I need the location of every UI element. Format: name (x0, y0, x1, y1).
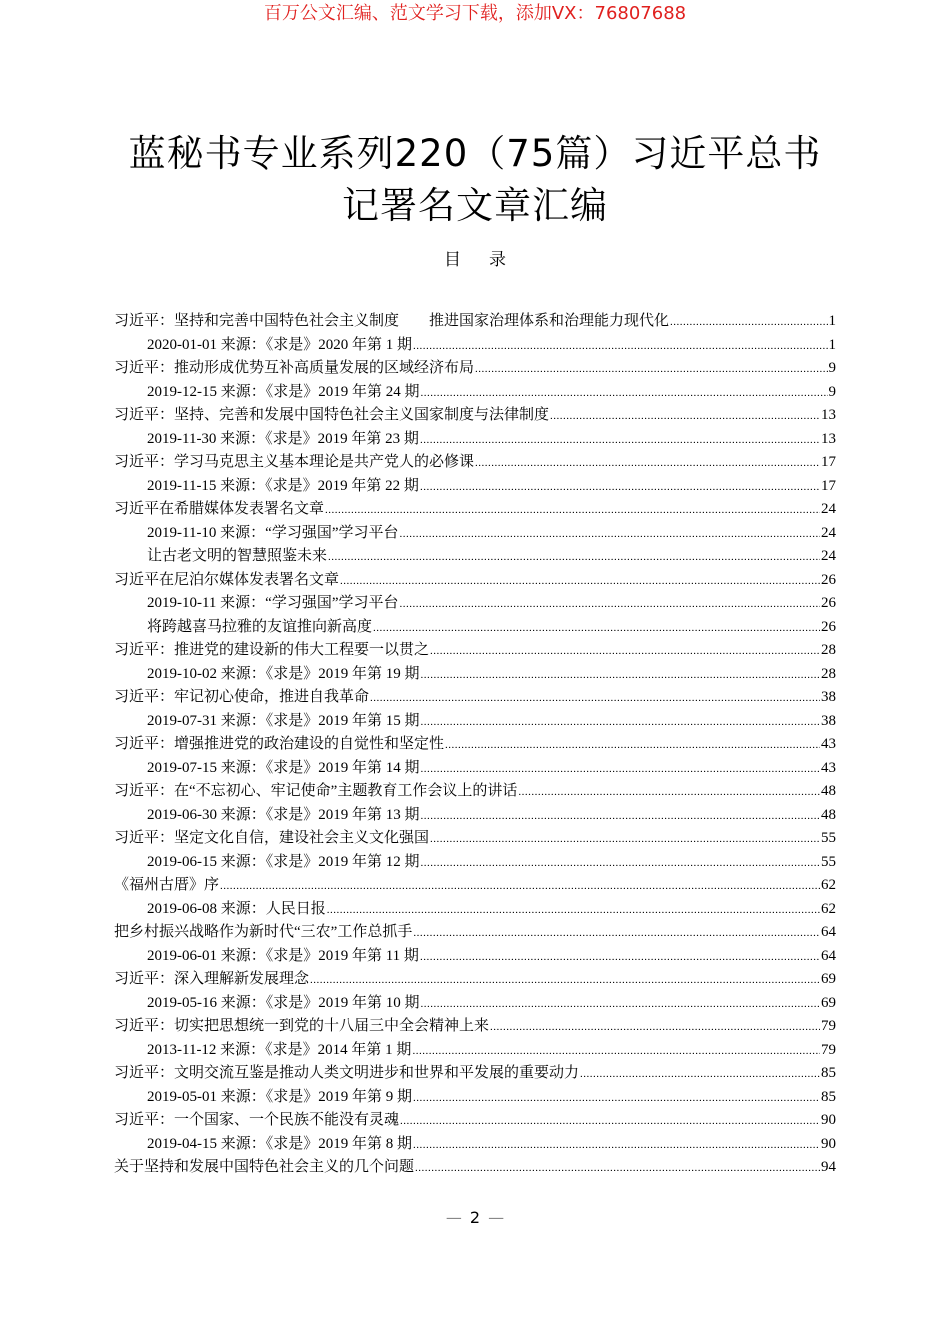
toc-entry-title: 让古老文明的智慧照鉴未来 (147, 548, 328, 564)
toc-entry-page: 13 (821, 430, 836, 447)
toc-entry-title: 2019-06-01 来源：《求是》2019 年第 11 期 (147, 947, 419, 964)
dot-leader (475, 451, 820, 476)
dot-leader (373, 616, 820, 641)
dot-leader (310, 968, 820, 993)
dot-leader (420, 428, 820, 453)
toc-entry-page: 90 (821, 1112, 836, 1128)
dot-leader (413, 921, 820, 946)
dot-leader (490, 1015, 820, 1040)
toc-entry[interactable] (114, 498, 836, 522)
toc-entry[interactable] (114, 1109, 836, 1133)
toc-entry-title: 习近平：增强推进党的政治建设的自觉性和坚定性 (114, 736, 445, 752)
toc-entry-title: 2019-05-16 来源：《求是》2019 年第 10 期 (147, 994, 420, 1011)
dot-leader (340, 569, 820, 594)
toc-entry-page: 17 (821, 454, 836, 470)
toc-entry[interactable] (114, 616, 836, 640)
toc-entry[interactable] (114, 710, 836, 734)
toc-entry-title: 2019-06-08 来源：人民日报 (147, 900, 326, 917)
toc-entry[interactable] (114, 404, 836, 428)
toc-entry-title: 习近平：在“不忘初心、牢记使命”主题教育工作会议上的讲话 (114, 783, 518, 799)
toc-entry[interactable] (114, 827, 836, 851)
toc-entry-title: 将跨越喜马拉雅的友谊推向新高度 (147, 618, 373, 635)
toc-entry-title: 习近平：一个国家、一个民族不能没有灵魂 (114, 1112, 400, 1128)
dot-leader (420, 945, 820, 970)
dot-leader (327, 898, 820, 923)
dot-leader (445, 733, 820, 758)
toc-entry-title: 习近平：推动形成优势互补高质量发展的区域经济布局 (114, 360, 475, 376)
toc-entry-page: 26 (821, 618, 836, 635)
document-title (0, 128, 950, 232)
dot-leader (670, 310, 827, 335)
dash-right: — (488, 1208, 505, 1227)
toc-entry-title: 2019-06-15 来源：《求是》2019 年第 12 期 (147, 853, 420, 870)
toc-entry-page: 9 (828, 383, 836, 400)
toc-entry-title: 2019-10-02 来源：《求是》2019 年第 19 期 (147, 665, 420, 682)
dot-leader (415, 1156, 820, 1181)
toc-entry[interactable] (114, 851, 836, 875)
toc-entry[interactable] (114, 780, 836, 804)
dot-leader (421, 710, 821, 735)
toc-heading: 目录 (444, 250, 534, 270)
toc-entry[interactable] (114, 334, 836, 358)
toc-entry[interactable] (114, 428, 836, 452)
dot-leader (550, 404, 820, 429)
toc-entry-page: 1 (828, 313, 836, 329)
toc-entry-page: 85 (821, 1065, 836, 1081)
toc-entry-title: 2019-12-15 来源：《求是》2019 年第 24 期 (147, 383, 420, 400)
dash-left: — (445, 1208, 462, 1227)
dot-leader (400, 522, 820, 547)
toc-entry-title: 习近平：坚定文化自信，建设社会主义文化强国 (114, 830, 430, 846)
toc-entry-title: 2019-11-30 来源：《求是》2019 年第 23 期 (147, 430, 419, 447)
toc-entry-page: 24 (821, 501, 836, 517)
dot-leader (430, 827, 820, 852)
dot-leader (412, 1039, 820, 1064)
page-number: 2 (469, 1208, 481, 1227)
dot-leader (220, 874, 820, 899)
toc-entry-title: 2019-06-30 来源：《求是》2019 年第 13 期 (147, 806, 420, 823)
toc-entry[interactable] (114, 804, 836, 828)
toc-entry-title: 关于坚持和发展中国特色社会主义的几个问题 (114, 1159, 415, 1175)
toc-entry[interactable] (114, 992, 836, 1016)
toc-entry-page: 9 (828, 360, 836, 376)
toc-entry-title: 习近平在尼泊尔媒体发表署名文章 (114, 571, 340, 588)
toc-entry-page: 38 (821, 689, 836, 705)
toc-entry-title: 习近平：文明交流互鉴是推动人类文明进步和世界和平发展的重要动力 (114, 1065, 580, 1081)
toc-entry[interactable] (114, 1133, 836, 1157)
toc-entry[interactable] (114, 1086, 836, 1110)
toc-entry-title: 习近平：深入理解新发展理念 (114, 971, 310, 987)
toc-entry-page: 55 (821, 853, 836, 870)
toc-entry-title: 2019-07-15 来源：《求是》2019 年第 14 期 (147, 759, 420, 776)
dot-leader (400, 1109, 820, 1134)
toc-entry-page: 79 (821, 1018, 836, 1034)
toc-entry-page: 79 (821, 1041, 836, 1058)
toc-entry-title: 2020-01-01 来源：《求是》2020 年第 1 期 (147, 336, 412, 353)
toc-entry[interactable] (114, 381, 836, 405)
dot-leader (370, 686, 820, 711)
toc-entry[interactable] (114, 663, 836, 687)
toc-entry[interactable] (114, 1015, 836, 1039)
toc-entry-page: 26 (821, 571, 836, 588)
toc-entry-title: 2019-10-11 来源：“学习强国”学习平台 (147, 595, 399, 611)
toc-entry[interactable] (114, 569, 836, 593)
toc-entry-page: 1 (828, 336, 836, 353)
promo-banner: 百万公文汇编、范文学习下载，添加VX：76807688 (263, 3, 687, 24)
dot-leader (413, 334, 828, 359)
toc-entry-title: 习近平：坚持、完善和发展中国特色社会主义国家制度与法律制度 (114, 407, 550, 423)
toc-entry[interactable] (114, 451, 836, 475)
toc-entry-page: 43 (821, 759, 836, 776)
dot-leader (421, 804, 821, 829)
dot-leader (518, 780, 820, 805)
toc-entry[interactable] (114, 1062, 836, 1086)
toc-entry[interactable] (114, 874, 836, 898)
toc-entry-page: 24 (821, 548, 836, 564)
dot-leader (420, 475, 820, 500)
toc-entry-title: 2013-11-12 来源：《求是》2014 年第 1 期 (147, 1041, 412, 1058)
toc-entry-page: 28 (821, 642, 836, 658)
toc-entry[interactable] (114, 686, 836, 710)
toc-entry-page: 28 (821, 665, 836, 682)
toc-entry-page: 64 (821, 947, 836, 964)
toc-entry-title: 习近平：坚持和完善中国特色社会主义制度 推进国家治理体系和治理能力现代化 (114, 313, 670, 329)
toc-entry-title: 习近平：牢记初心使命，推进自我革命 (114, 689, 370, 705)
toc-entry[interactable] (114, 592, 836, 616)
toc-entry-page: 64 (821, 924, 836, 940)
toc-entry-page: 13 (821, 407, 836, 423)
title-line-1: 蓝秘书专业系列220（75篇）习近平总书 (128, 132, 822, 175)
dot-leader (421, 663, 821, 688)
title-line-2: 记署名文章汇编 (342, 184, 608, 227)
toc-entry-page: 43 (821, 736, 836, 752)
dot-leader (413, 1086, 820, 1111)
dot-leader (400, 592, 820, 617)
dot-leader (421, 757, 821, 782)
toc-entry-title: 习近平：学习马克思主义基本理论是共产党人的必修课 (114, 454, 475, 470)
toc-entry-title: 把乡村振兴战略作为新时代“三农”工作总抓手 (114, 924, 413, 940)
toc-entry[interactable] (114, 475, 836, 499)
toc-entry-title: 2019-11-10 来源：“学习强国”学习平台 (147, 524, 399, 541)
toc-entry[interactable] (114, 1039, 836, 1063)
dot-leader (580, 1062, 820, 1087)
dot-leader (475, 357, 827, 382)
toc-entry-title: 《福州古厝》序 (114, 877, 220, 893)
toc-entry[interactable] (114, 357, 836, 381)
table-of-contents (114, 310, 836, 1180)
toc-entry-page: 85 (821, 1088, 836, 1105)
dot-leader (413, 1133, 820, 1158)
dot-leader (421, 381, 828, 406)
toc-entry-title: 2019-04-15 来源：《求是》2019 年第 8 期 (147, 1135, 412, 1152)
toc-entry-page: 38 (821, 712, 836, 729)
toc-entry-page: 69 (821, 971, 836, 987)
toc-entry-page: 48 (821, 783, 836, 799)
toc-entry-page: 26 (821, 595, 836, 611)
toc-entry[interactable] (114, 310, 836, 334)
toc-entry[interactable] (114, 1156, 836, 1180)
toc-entry-page: 69 (821, 994, 836, 1011)
dot-leader (325, 498, 820, 523)
page-number-footer (0, 1208, 950, 1227)
toc-entry[interactable] (114, 733, 836, 757)
toc-entry-title: 习近平：切实把思想统一到党的十八届三中全会精神上来 (114, 1018, 490, 1034)
toc-entry[interactable] (114, 968, 836, 992)
toc-entry[interactable] (114, 757, 836, 781)
toc-entry-title: 2019-07-31 来源：《求是》2019 年第 15 期 (147, 712, 420, 729)
dot-leader (421, 851, 821, 876)
toc-entry-title: 2019-11-15 来源：《求是》2019 年第 22 期 (147, 477, 419, 494)
toc-entry-title: 习近平：推进党的建设新的伟大工程要一以贯之 (114, 642, 430, 658)
toc-entry[interactable] (114, 639, 836, 663)
toc-entry[interactable] (114, 545, 836, 569)
dot-leader (430, 639, 820, 664)
toc-entry[interactable] (114, 945, 836, 969)
toc-entry-page: 62 (821, 877, 836, 893)
toc-entry[interactable] (114, 921, 836, 945)
toc-entry-title: 习近平在希腊媒体发表署名文章 (114, 501, 325, 517)
toc-entry-title: 2019-05-01 来源：《求是》2019 年第 9 期 (147, 1088, 412, 1105)
toc-entry[interactable] (114, 898, 836, 922)
toc-entry-page: 48 (821, 806, 836, 823)
toc-entry-page: 94 (821, 1159, 836, 1175)
dot-leader (328, 545, 820, 570)
dot-leader (421, 992, 821, 1017)
toc-entry-page: 90 (821, 1135, 836, 1152)
toc-entry-page: 55 (821, 830, 836, 846)
toc-entry-page: 24 (821, 524, 836, 541)
toc-entry[interactable] (114, 522, 836, 546)
toc-entry-page: 62 (821, 900, 836, 917)
toc-entry-page: 17 (821, 477, 836, 494)
